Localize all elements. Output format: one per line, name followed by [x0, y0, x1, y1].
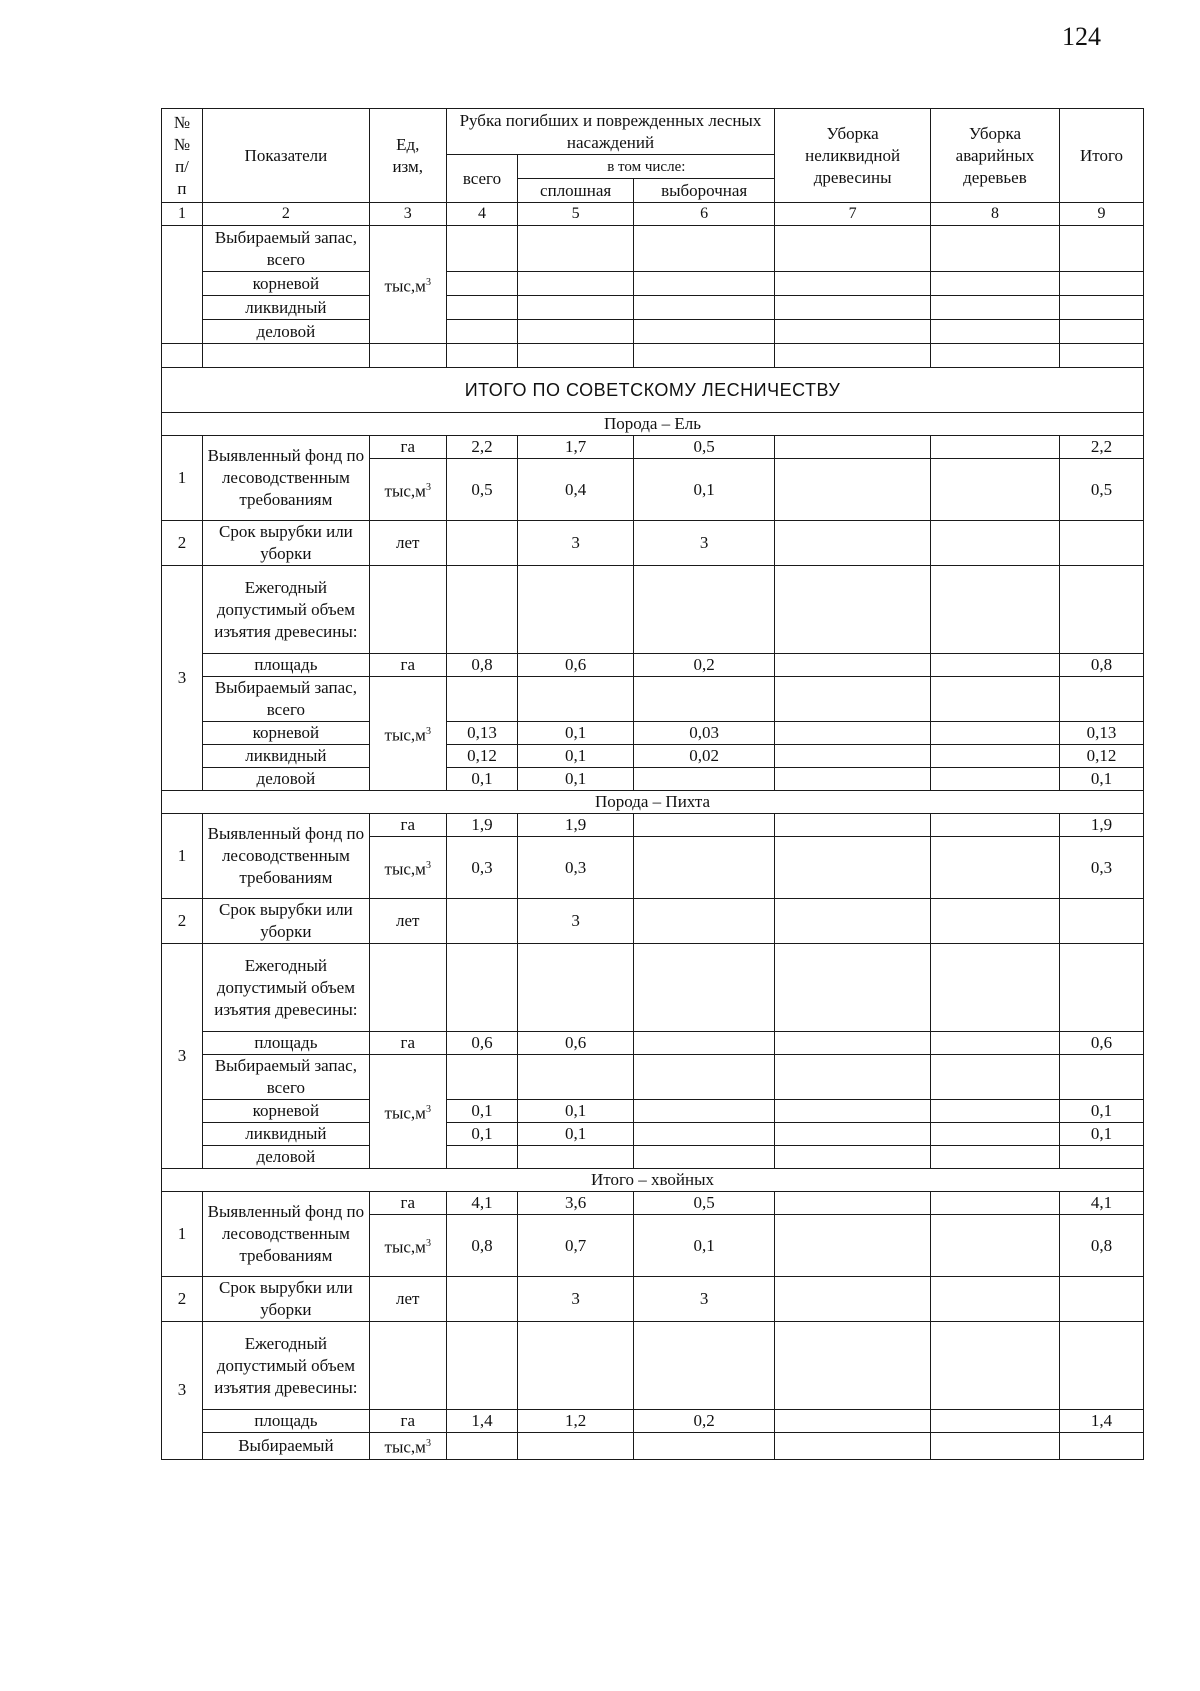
table-row — [162, 1146, 1144, 1169]
cell — [369, 1322, 446, 1410]
value-cell — [634, 837, 775, 899]
cell — [775, 226, 931, 272]
row-label: корневой — [202, 272, 369, 296]
value-cell: 1,4 — [1059, 1410, 1143, 1433]
row-label: Ежегодный допустимый объем изъятия древесины: — [202, 566, 369, 654]
group-title-row — [162, 413, 1144, 436]
cell — [775, 1433, 931, 1460]
cell — [446, 944, 518, 1032]
header-uborka-avar: Уборка аварийных деревьев — [930, 109, 1059, 203]
value-cell: 0,13 — [1059, 722, 1143, 745]
row-number: 1 — [162, 814, 203, 899]
cell — [518, 566, 634, 654]
cell — [775, 1055, 931, 1100]
cell — [446, 1322, 518, 1410]
cell — [634, 944, 775, 1032]
section-title: ИТОГО ПО СОВЕТСКОМУ ЛЕСНИЧЕСТВУ — [162, 368, 1144, 413]
cell — [518, 226, 634, 272]
cell — [1059, 296, 1143, 320]
value-cell — [775, 1032, 931, 1055]
value-cell — [634, 899, 775, 944]
cell — [446, 344, 518, 368]
value-cell — [634, 1032, 775, 1055]
value-cell — [930, 837, 1059, 899]
row-number: 3 — [162, 566, 203, 791]
table-row — [162, 722, 1144, 745]
row-label: Выбираемый запас, всего — [202, 1055, 369, 1100]
value-cell: 1,2 — [518, 1410, 634, 1433]
row-number: 2 — [162, 521, 203, 566]
value-cell: 0,12 — [446, 745, 518, 768]
table-row — [162, 745, 1144, 768]
value-cell: 0,1 — [518, 768, 634, 791]
cell — [1059, 320, 1143, 344]
value-cell: 0,12 — [1059, 745, 1143, 768]
value-cell: 3 — [634, 521, 775, 566]
cell — [930, 566, 1059, 654]
table-row — [162, 899, 1144, 944]
colnum: 7 — [775, 203, 931, 226]
table-row — [162, 344, 1144, 368]
value-cell — [1059, 521, 1143, 566]
value-cell: 3 — [518, 521, 634, 566]
value-cell — [446, 521, 518, 566]
cell — [369, 566, 446, 654]
header-rubka: Рубка погибших и поврежденных лесных насаждений — [446, 109, 775, 155]
table-row — [162, 296, 1144, 320]
value-cell — [634, 814, 775, 837]
colnum: 6 — [634, 203, 775, 226]
value-cell: 0,6 — [1059, 1032, 1143, 1055]
row-label: корневой — [202, 1100, 369, 1123]
row-number: 2 — [162, 899, 203, 944]
value-cell: 0,8 — [1059, 1215, 1143, 1277]
value-cell: 0,1 — [446, 768, 518, 791]
row-label: деловой — [202, 1146, 369, 1169]
value-cell: 0,1 — [446, 1123, 518, 1146]
table-row — [162, 1032, 1144, 1055]
row-label: Ежегодный допустимый объем изъятия древесины: — [202, 1322, 369, 1410]
cell — [1059, 566, 1143, 654]
header-uborka-nelikvid: Уборка неликвидной древесины — [775, 109, 931, 203]
table-row — [162, 320, 1144, 344]
value-cell — [775, 722, 931, 745]
value-cell — [634, 768, 775, 791]
value-cell — [1059, 899, 1143, 944]
value-cell: 0,6 — [518, 1032, 634, 1055]
value-cell: 3 — [518, 899, 634, 944]
unit-cell: га — [369, 654, 446, 677]
value-cell: 0,03 — [634, 722, 775, 745]
row-label: деловой — [202, 768, 369, 791]
value-cell: 0,1 — [518, 1100, 634, 1123]
row-label: Срок вырубки или уборки — [202, 899, 369, 944]
value-cell: 1,9 — [518, 814, 634, 837]
cell — [1059, 1433, 1143, 1460]
cell — [634, 1322, 775, 1410]
value-cell — [930, 814, 1059, 837]
value-cell — [634, 1123, 775, 1146]
value-cell — [775, 745, 931, 768]
cell — [634, 677, 775, 722]
value-cell — [518, 1146, 634, 1169]
cell — [775, 296, 931, 320]
table-row — [162, 272, 1144, 296]
forestry-table — [161, 108, 1144, 1460]
value-cell: 3 — [634, 1277, 775, 1322]
value-cell: 0,3 — [1059, 837, 1143, 899]
header-itogo: Итого — [1059, 109, 1143, 203]
colnum: 8 — [930, 203, 1059, 226]
header-num: № № п/ п — [162, 109, 203, 203]
value-cell: 0,1 — [1059, 1100, 1143, 1123]
cell — [369, 944, 446, 1032]
table-row — [162, 1410, 1144, 1433]
unit-cell: $тыс,м^3$ — [369, 677, 446, 791]
value-cell: 0,2 — [634, 654, 775, 677]
cell — [446, 677, 518, 722]
row-label: ликвидный — [202, 745, 369, 768]
value-cell — [930, 1146, 1059, 1169]
unit-cell: $тыс,м^3$ — [369, 1433, 446, 1460]
value-cell: 0,8 — [446, 1215, 518, 1277]
unit-cell: га — [369, 814, 446, 837]
value-cell — [775, 459, 931, 521]
row-number: 3 — [162, 1322, 203, 1460]
group-title: Итого – хвойных — [162, 1169, 1144, 1192]
table-row — [162, 436, 1144, 459]
row-label: корневой — [202, 722, 369, 745]
cell — [518, 1322, 634, 1410]
value-cell — [775, 1215, 931, 1277]
cell — [446, 296, 518, 320]
value-cell — [930, 1192, 1059, 1215]
cell — [930, 677, 1059, 722]
unit-cell: лет — [369, 521, 446, 566]
value-cell: 3 — [518, 1277, 634, 1322]
cell — [446, 1433, 518, 1460]
cell — [446, 566, 518, 654]
group-title: Порода – Ель — [162, 413, 1144, 436]
unit-cell: $тыс,м^3$ — [369, 1055, 446, 1169]
cell — [518, 272, 634, 296]
cell — [1059, 344, 1143, 368]
colnum: 5 — [518, 203, 634, 226]
value-cell — [930, 1410, 1059, 1433]
row-label: Выявленный фонд по лесоводственным требованиям — [202, 814, 369, 899]
unit-cell: $тыс,м^3$ — [369, 459, 446, 521]
row-label: Срок вырубки или уборки — [202, 1277, 369, 1322]
table-row — [162, 944, 1144, 1032]
value-cell: 0,5 — [446, 459, 518, 521]
cell — [930, 296, 1059, 320]
cell — [634, 320, 775, 344]
row-number: 2 — [162, 1277, 203, 1322]
header-sploshnaya: сплошная — [518, 179, 634, 203]
unit-cell: $тыс,м^3$ — [369, 226, 446, 344]
value-cell — [775, 899, 931, 944]
cell — [775, 944, 931, 1032]
colnum: 4 — [446, 203, 518, 226]
unit-cell: $тыс,м^3$ — [369, 837, 446, 899]
value-cell — [775, 768, 931, 791]
unit-cell: лет — [369, 899, 446, 944]
row-label: площадь — [202, 1410, 369, 1433]
value-cell — [1059, 1277, 1143, 1322]
value-cell — [930, 1215, 1059, 1277]
row-label: Выбираемый запас, всего — [202, 677, 369, 722]
row-label: ликвидный — [202, 1123, 369, 1146]
value-cell: 0,1 — [1059, 768, 1143, 791]
group-title-row — [162, 791, 1144, 814]
value-cell — [930, 436, 1059, 459]
row-label: Срок вырубки или уборки — [202, 521, 369, 566]
header-unit: Ед, изм, — [369, 109, 446, 203]
cell — [634, 1433, 775, 1460]
cell — [1059, 944, 1143, 1032]
cell — [518, 296, 634, 320]
value-cell — [446, 899, 518, 944]
value-cell: 0,1 — [1059, 1123, 1143, 1146]
table-row — [162, 1100, 1144, 1123]
table-row — [162, 677, 1144, 722]
value-cell: 0,8 — [1059, 654, 1143, 677]
value-cell — [446, 1146, 518, 1169]
value-cell — [775, 1277, 931, 1322]
row-label: Ежегодный допустимый объем изъятия древесины: — [202, 944, 369, 1032]
row-label: ликвидный — [202, 296, 369, 320]
table-row — [162, 521, 1144, 566]
row-label: Выявленный фонд по лесоводственным требованиям — [202, 1192, 369, 1277]
cell — [518, 1055, 634, 1100]
cell — [775, 566, 931, 654]
value-cell — [634, 1100, 775, 1123]
value-cell: 0,6 — [518, 654, 634, 677]
value-cell: 0,1 — [634, 459, 775, 521]
value-cell: 0,5 — [634, 436, 775, 459]
cell — [930, 1055, 1059, 1100]
page-number: 124 — [1062, 22, 1101, 51]
table-row — [162, 1277, 1144, 1322]
value-cell: 0,1 — [518, 1123, 634, 1146]
value-cell — [446, 1277, 518, 1322]
value-cell — [775, 521, 931, 566]
cell — [634, 226, 775, 272]
table-row — [162, 768, 1144, 791]
value-cell: 4,1 — [1059, 1192, 1143, 1215]
value-cell — [930, 745, 1059, 768]
cell — [634, 296, 775, 320]
unit-cell: $тыс,м^3$ — [369, 1215, 446, 1277]
cell — [518, 344, 634, 368]
cell — [775, 320, 931, 344]
cell — [162, 344, 203, 368]
value-cell: 0,02 — [634, 745, 775, 768]
cell — [446, 320, 518, 344]
row-label: Выявленный фонд по лесоводственным требованиям — [202, 436, 369, 521]
cell — [1059, 1055, 1143, 1100]
column-numbers-row — [162, 203, 1144, 226]
colnum: 1 — [162, 203, 203, 226]
cell — [518, 320, 634, 344]
cell — [930, 944, 1059, 1032]
value-cell: 1,9 — [446, 814, 518, 837]
value-cell — [775, 436, 931, 459]
value-cell: 0,6 — [446, 1032, 518, 1055]
unit-cell: га — [369, 436, 446, 459]
cell — [446, 226, 518, 272]
table-row — [162, 1123, 1144, 1146]
cell — [446, 272, 518, 296]
cell — [518, 677, 634, 722]
cell — [930, 1433, 1059, 1460]
value-cell — [775, 1146, 931, 1169]
cell — [930, 320, 1059, 344]
value-cell — [775, 814, 931, 837]
row-label: площадь — [202, 654, 369, 677]
cell — [634, 272, 775, 296]
value-cell: 0,3 — [446, 837, 518, 899]
cell — [634, 566, 775, 654]
row-label: Выбираемый — [202, 1433, 369, 1460]
cell — [634, 1055, 775, 1100]
value-cell — [930, 1123, 1059, 1146]
table-row — [162, 1433, 1144, 1460]
cell — [775, 272, 931, 296]
value-cell: 3,6 — [518, 1192, 634, 1215]
value-cell: 0,7 — [518, 1215, 634, 1277]
value-cell: 1,9 — [1059, 814, 1143, 837]
value-cell: 0,8 — [446, 654, 518, 677]
row-number: 3 — [162, 944, 203, 1169]
value-cell: 0,1 — [446, 1100, 518, 1123]
table-row — [162, 1322, 1144, 1410]
group-title: Порода – Пихта — [162, 791, 1144, 814]
cell — [1059, 272, 1143, 296]
table-row — [162, 1055, 1144, 1100]
value-cell: 0,5 — [634, 1192, 775, 1215]
cell — [930, 344, 1059, 368]
value-cell — [775, 1410, 931, 1433]
cell — [369, 344, 446, 368]
cell — [930, 1322, 1059, 1410]
group-title-row — [162, 1169, 1144, 1192]
colnum: 3 — [369, 203, 446, 226]
value-cell: 0,2 — [634, 1410, 775, 1433]
value-cell: 0,13 — [446, 722, 518, 745]
value-cell: 0,5 — [1059, 459, 1143, 521]
value-cell: 0,3 — [518, 837, 634, 899]
unit-cell: га — [369, 1410, 446, 1433]
cell — [930, 226, 1059, 272]
unit-cell: га — [369, 1032, 446, 1055]
cell — [202, 344, 369, 368]
header-indicators: Показатели — [202, 109, 369, 203]
table-row — [162, 1192, 1144, 1215]
row-label: Выбираемый запас, всего — [202, 226, 369, 272]
header-v-tom-chisle: в том числе: — [518, 155, 775, 179]
unit-cell: га — [369, 1192, 446, 1215]
value-cell — [775, 837, 931, 899]
value-cell — [930, 1277, 1059, 1322]
header-vsego: всего — [446, 155, 518, 203]
value-cell: 1,7 — [518, 436, 634, 459]
row-number: 1 — [162, 436, 203, 521]
value-cell: 0,1 — [634, 1215, 775, 1277]
value-cell — [930, 899, 1059, 944]
value-cell — [930, 768, 1059, 791]
cell — [518, 1433, 634, 1460]
cell — [1059, 1322, 1143, 1410]
cell — [634, 344, 775, 368]
row-number: 1 — [162, 1192, 203, 1277]
value-cell: 1,4 — [446, 1410, 518, 1433]
cell — [518, 944, 634, 1032]
value-cell — [775, 1123, 931, 1146]
cell — [775, 677, 931, 722]
cell — [446, 1055, 518, 1100]
value-cell — [634, 1146, 775, 1169]
value-cell: 2,2 — [446, 436, 518, 459]
cell — [1059, 677, 1143, 722]
value-cell — [775, 1100, 931, 1123]
header-vyborochnaya: выборочная — [634, 179, 775, 203]
cell — [930, 272, 1059, 296]
colnum: 2 — [202, 203, 369, 226]
value-cell: 0,4 — [518, 459, 634, 521]
row-label: площадь — [202, 1032, 369, 1055]
row-label: деловой — [202, 320, 369, 344]
table-row — [162, 654, 1144, 677]
section-title-row — [162, 368, 1144, 413]
table-row — [162, 226, 1144, 272]
table-row — [162, 566, 1144, 654]
value-cell — [930, 459, 1059, 521]
value-cell — [775, 654, 931, 677]
table-row — [162, 814, 1144, 837]
cell — [775, 344, 931, 368]
value-cell — [930, 1100, 1059, 1123]
value-cell: 2,2 — [1059, 436, 1143, 459]
value-cell: 0,1 — [518, 722, 634, 745]
colnum: 9 — [1059, 203, 1143, 226]
cell — [1059, 226, 1143, 272]
value-cell: 0,1 — [518, 745, 634, 768]
cell — [775, 1322, 931, 1410]
value-cell — [930, 521, 1059, 566]
value-cell — [930, 1032, 1059, 1055]
value-cell — [1059, 1146, 1143, 1169]
value-cell: 4,1 — [446, 1192, 518, 1215]
value-cell — [930, 722, 1059, 745]
unit-cell: лет — [369, 1277, 446, 1322]
value-cell — [930, 654, 1059, 677]
cell — [162, 226, 203, 344]
value-cell — [775, 1192, 931, 1215]
